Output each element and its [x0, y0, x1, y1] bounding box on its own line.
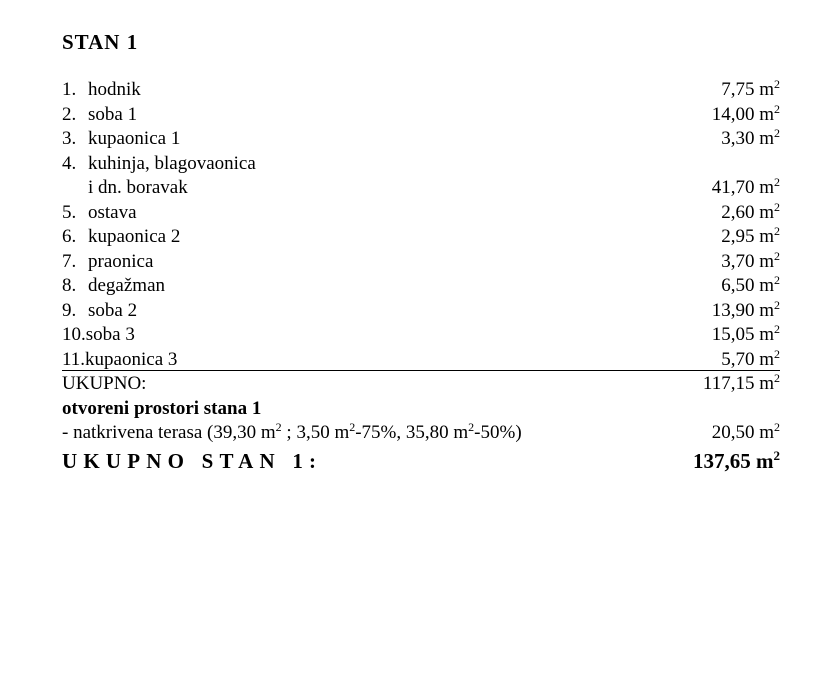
room-area: 2,60 [721, 201, 755, 223]
room-name: ostava [88, 201, 137, 223]
room-name: kuhinja, blagovaonica [88, 152, 256, 174]
room-row: 3. kupaonica 1 3,30 $m^2$ [62, 127, 780, 152]
room-name: kupaonica 3 [85, 348, 178, 370]
room-area: 14,00 [711, 103, 755, 125]
apartment-title: STAN 1 [62, 30, 139, 54]
room-number: 2. [62, 103, 77, 125]
room-area: 13,90 [711, 299, 755, 321]
room-name: kupaonica 1 [88, 128, 181, 149]
subtotal-label: UKUPNO: [62, 373, 147, 394]
room-name: hodnik [88, 79, 141, 100]
room-area: 3,30 [721, 128, 755, 149]
open-spaces-heading: otvoreni prostori stana 1 [62, 397, 262, 419]
room-number: 9. [62, 299, 77, 321]
room-row: 11.kupaonica 3 5,70 $m^2$ [62, 348, 780, 373]
room-name: soba 1 [88, 103, 138, 125]
room-row: 6. kupaonica 2 2,95 $m^2$ [62, 225, 780, 250]
terrace-label: - natkrivena terasa (39,30 $m^2$ ; 3,50 $m^2-75\%$, 35,80 $m^2-50\%$) [62, 420, 522, 443]
room-row: 8. degažman 6,50 $m^2$ [62, 274, 780, 299]
room-name: soba 3 [85, 324, 135, 345]
subtotal-row: UKUPNO: 117,15 $m^2$ [62, 372, 780, 397]
room-number: 11. [62, 348, 86, 370]
room-number: 10. [62, 324, 86, 345]
room-name: kupaonica 2 [88, 226, 181, 247]
room-row [62, 152, 780, 177]
room-row: 2. soba 1 14,00 $m^2$ [62, 103, 780, 128]
apartment-area-sheet [62, 28, 780, 476]
grand-total-row: UKUPNO STAN 1: 137,65 $m^2$ [62, 446, 780, 476]
grand-total-area: 137,65 [693, 448, 751, 473]
room-area: 7,75 [721, 79, 755, 100]
room-number: 6. [62, 226, 77, 247]
room-row: 7. praonica 3,70 $m^2$ [62, 250, 780, 275]
room-name: soba 2 [88, 299, 138, 321]
subtotal-divider [62, 370, 780, 371]
room-name-continued: i dn. boravak [88, 177, 188, 198]
room-number: 1. [62, 79, 77, 100]
room-row: 5. ostava 2,60 $m^2$ [62, 201, 780, 226]
room-area: 3,70 [721, 250, 755, 272]
grand-total-label: UKUPNO STAN 1: [62, 448, 323, 473]
room-row-continued: i dn. boravak 41,70 $m^2$ [62, 176, 780, 201]
room-number: 5. [62, 201, 77, 223]
room-row: 9. soba 2 13,90 $m^2$ [62, 299, 780, 324]
room-number: 7. [62, 250, 77, 272]
subtotal-area: 117,15 [702, 373, 755, 394]
terrace-row: - natkrivena terasa (39,30 $m^2$ ; 3,50 $m^2-75\%$, 35,80 $m^2-50\%$) 20,50 $m^2$ [62, 421, 780, 446]
room-name: degažman [88, 275, 166, 296]
room-name: praonica [88, 250, 154, 272]
room-number: 4. [62, 152, 77, 174]
room-area: 41,70 [711, 177, 755, 198]
room-number: 8. [62, 275, 77, 296]
room-number: 3. [62, 128, 77, 149]
room-area: 6,50 [721, 275, 755, 296]
terrace-area: 20,50 [711, 422, 755, 443]
room-row: 1. hodnik 7,75 $m^2$ [62, 78, 780, 103]
room-area: 5,70 [721, 348, 755, 370]
room-area: 2,95 [721, 226, 755, 247]
open-spaces-heading-row [62, 397, 780, 422]
rooms-list [62, 78, 780, 372]
room-row: 10.soba 3 15,05 $m^2$ [62, 323, 780, 348]
room-area: 15,05 [711, 324, 755, 345]
